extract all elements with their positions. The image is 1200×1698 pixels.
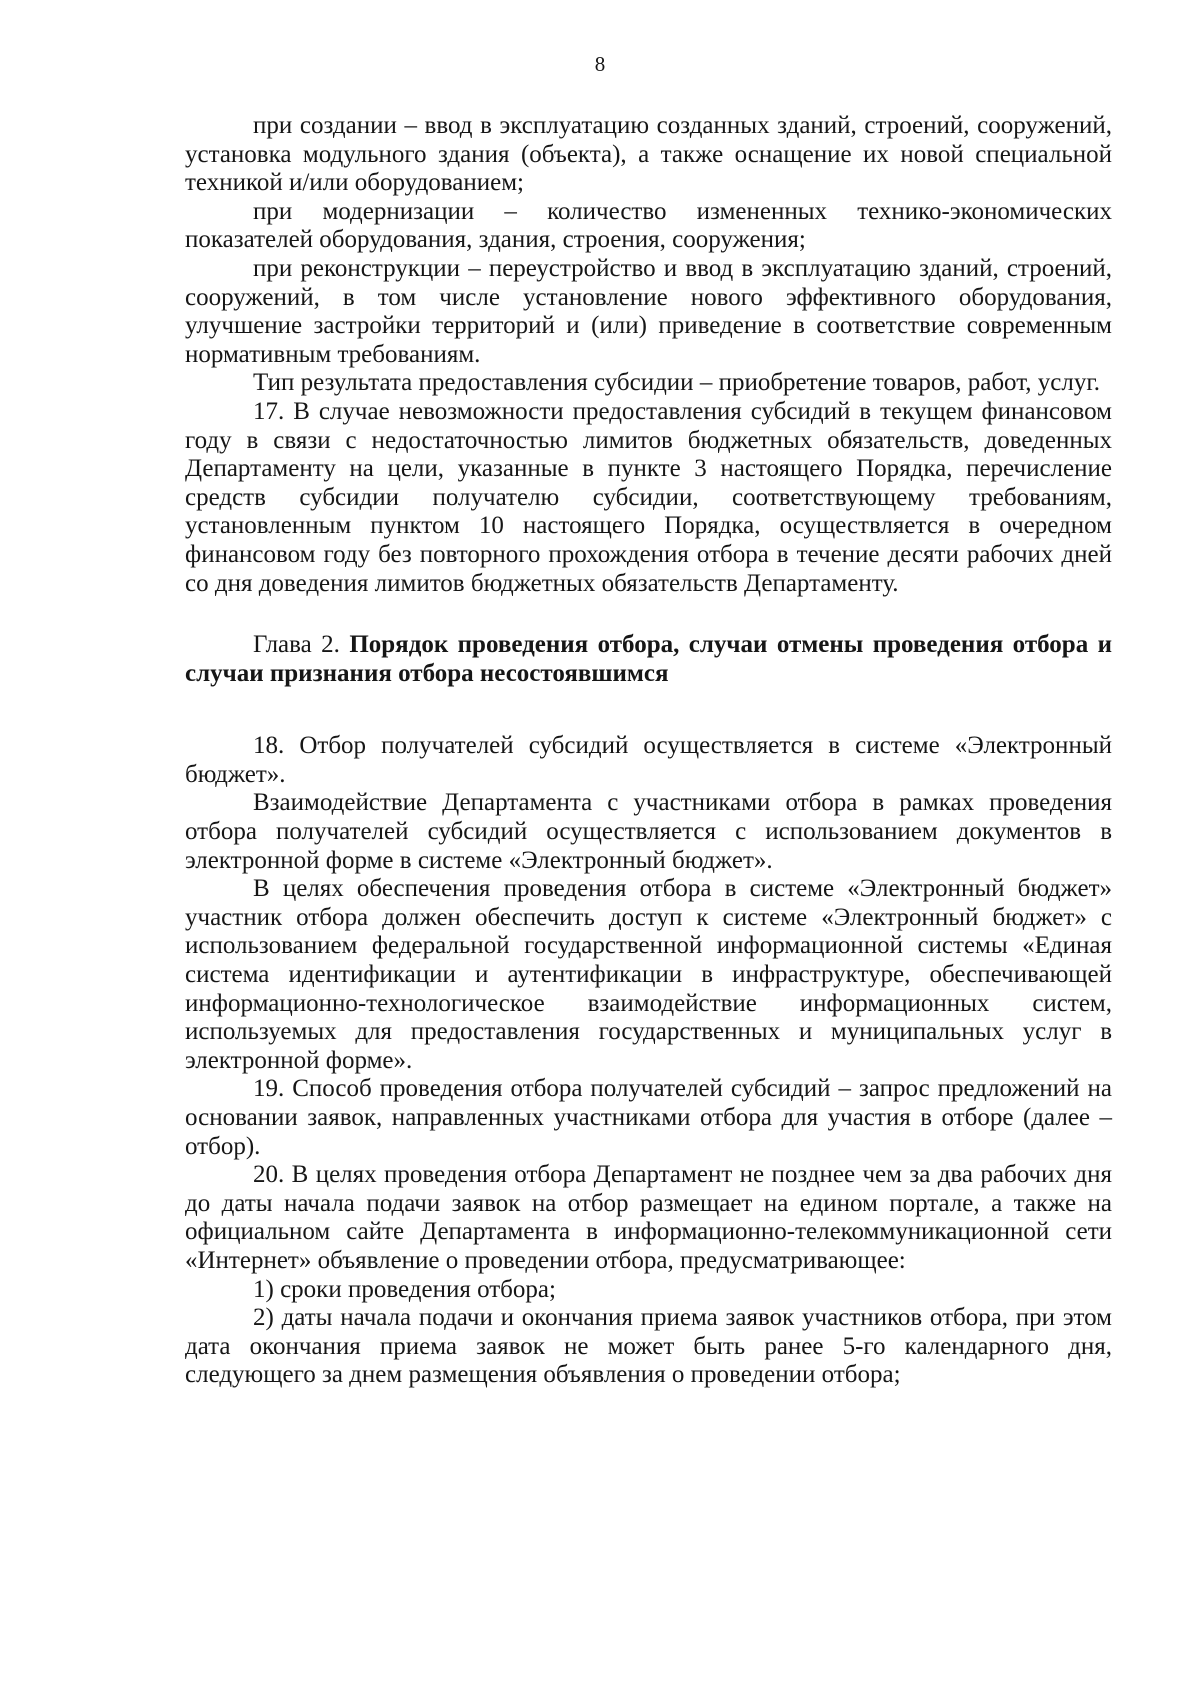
chapter-title: Порядок проведения отбора, случаи отмены проведения отбора и случаи признания отбора несостоявшимся [185,631,1113,687]
paragraph: при реконструкции – переустройство и ввод в эксплуатацию зданий, строений, сооружений, в том числе установление нового эффективного оборудования, улучшение застройки территорий и (или) приведение в соответствие современным нормативным требованиям. [185,254,1112,368]
chapter-label: Глава 2. [253,631,340,659]
paragraph-item-19: 19. Способ проведения отбора получателей субсидий – запрос предложений на основании заявок, направленных участниками отбора для участия в отборе (далее – отбор). [185,1075,1112,1160]
paragraph-item-20: 20. В целях проведения отбора Департамент не позднее чем за два рабочих дня до даты начала подачи заявок на отбор размещает на едином портале, а также на официальном сайте Департамента в информационно-телекоммуникационной сети «Интернет» объявление о проведении отбора, предусматривающее: [185,1161,1112,1274]
list-item: 1) сроки проведения отбора; [253,1275,556,1303]
paragraph-item-17: 17. В случае невозможности предоставления субсидий в текущем финансовом году в связи с недостаточностью лимитов бюджетных обязательств, доведенных Департаменту на цели, указанные в пункте 3 настоящего Порядка, перечисление средств субсидии получателю субсидии, соответствующему требованиям, установленным пунктом 10 настоящего Порядка, осуществляется в очередном финансовом году без повторного прохождения отбора в течение десяти рабочих дней со дня доведения лимитов бюджетных обязательств Департаменту. [185,397,1112,597]
paragraph: В целях обеспечения проведения отбора в системе «Электронный бюджет» участник отбора должен обеспечить доступ к системе «Электронный бюджет» с использованием федеральной государственной информационной системы «Единая система идентификации и аутентификации в инфраструктуре, обеспечивающей информационно-технологическое взаимодействие информационных систем, используемых для предоставления государственных и муниципальных услуг в электронной форме». [185,875,1112,1074]
page-number: 8 [594,52,606,76]
paragraph: Взаимодействие Департамента с участниками отбора в рамках проведения отбора получателей субсидий осуществляется с использованием документов в электронной форме в системе «Электронный бюджет». [185,789,1112,874]
document-body [185,112,1112,1390]
paragraph: Тип результата предоставления субсидии – приобретение товаров, работ, услуг. [253,369,1101,397]
paragraph: при создании – ввод в эксплуатацию созданных зданий, строений, сооружений, установка модульного здания (объекта), а также оснащение их новой специальной техникой и/или оборудованием; [185,112,1112,197]
paragraph: при модернизации – количество измененных технико-экономических показателей оборудования, здания, строения, сооружения; [185,197,1112,254]
list-item: 2) даты начала подачи и окончания приема заявок участников отбора, при этом дата окончания приема заявок не может быть ранее 5-го календарного дня, следующего за днем размещения объявления о проведении отбора; [185,1304,1112,1389]
paragraph-item-18: 18. Отбор получателей субсидий осуществляется в системе «Электронный бюджет». [185,732,1112,788]
chapter-heading [185,631,1112,688]
